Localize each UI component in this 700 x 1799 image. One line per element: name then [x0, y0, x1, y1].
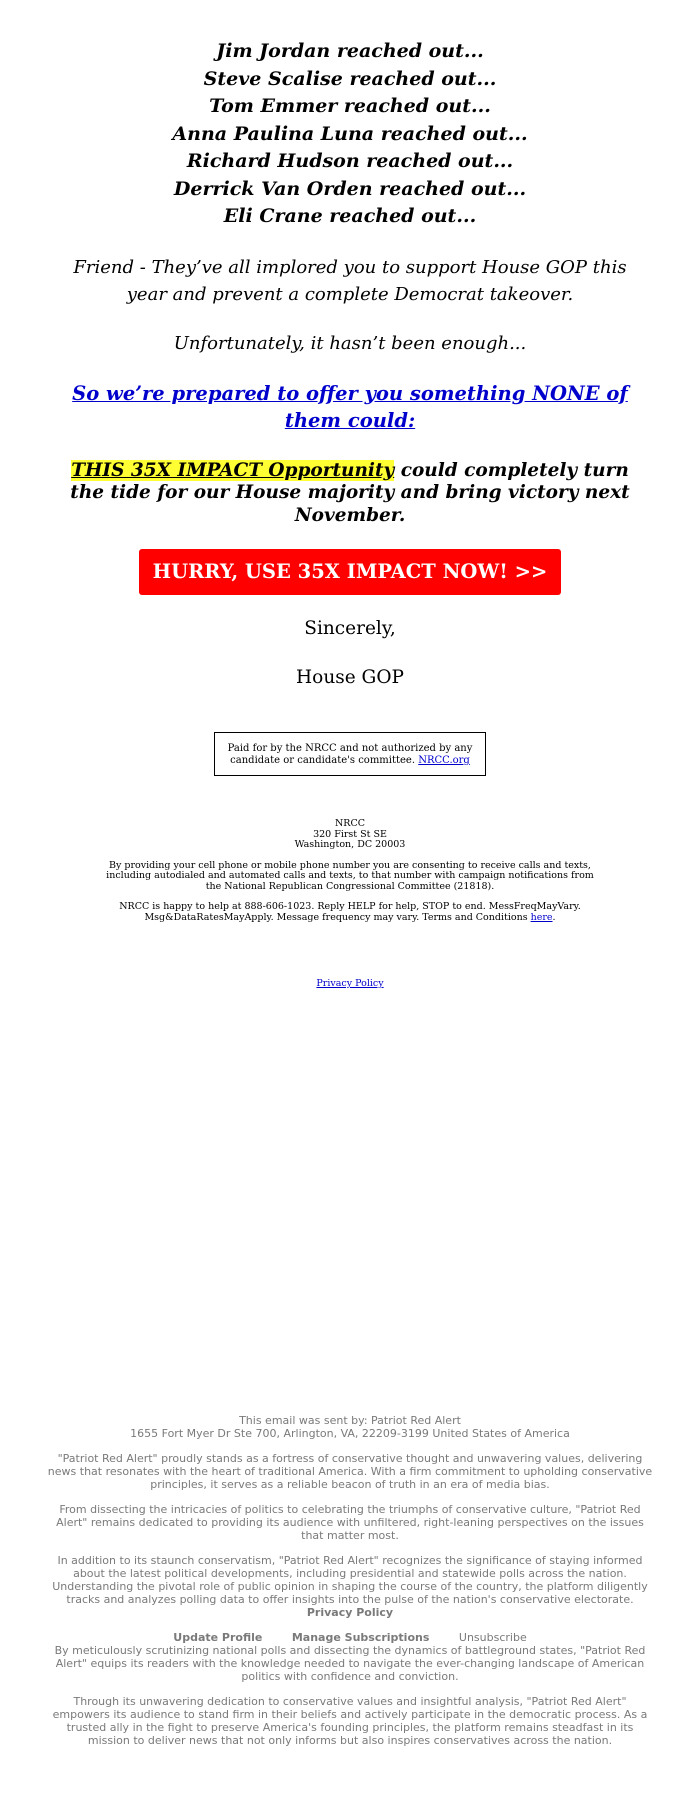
footer-links [45, 1631, 655, 1644]
reached-out-line: Steve Scalise reached out... [203, 67, 497, 90]
sender-address: 1655 Fort Myer Dr Ste 700, Arlington, VA, 22209-3199 United States of America [130, 1427, 570, 1440]
sent-by-text: This email was sent by: Patriot Red Alert [239, 1414, 461, 1427]
unsubscribe-link[interactable]: Unsubscribe [458, 1631, 527, 1644]
address-org: NRCC [334, 818, 365, 829]
offer-paragraph [70, 380, 630, 434]
cta-button[interactable]: HURRY, USE 35X IMPACT NOW! >> [139, 549, 561, 595]
impact-highlight-link[interactable]: THIS 35X IMPACT Opportunity [71, 459, 395, 481]
paid-for-box [214, 732, 486, 776]
privacy-policy-row [70, 978, 630, 989]
terms-link[interactable]: here [530, 911, 553, 923]
impact-paragraph [70, 460, 630, 528]
help-end: . [552, 911, 556, 923]
reached-out-line: Tom Emmer reached out... [209, 95, 491, 117]
reached-out-line: Anna Paulina Luna reached out... [172, 122, 528, 145]
privacy-policy-link[interactable]: Privacy Policy [316, 978, 384, 989]
email-footer [0, 1414, 700, 1747]
footer-paragraph: From dissecting the intricacies of politics to celebrating the triumphs of conservative culture, "Patriot Red Alert" remains dedicated to providing its audience with unfiltered, right-leaning perspectives on the issues that matter most. [56, 1503, 644, 1542]
footer-paragraph: Through its unwavering dedication to conservative values and insightful analysis, "Patriot Red Alert" empowers its audience to stand firm in their beliefs and actively participate in the democratic process. As a trusted ally in the fight to preserve America's founding principles, the platform remains steadfast in its mission to deliver news that not only informs but also inspires conservatives across the nation. [52, 1695, 648, 1747]
reached-out-line: Derrick Van Orden reached out... [173, 177, 527, 200]
email-body [70, 0, 630, 989]
mailing-address [70, 819, 630, 851]
reached-out-list [70, 0, 630, 231]
reached-out-line: Eli Crane reached out... [223, 205, 477, 227]
sms-consent-text: By providing your cell phone or mobile phone number you are consenting to receive calls and texts, including autodialed and automated calls and texts, to that number with campaign notifications from the National Republican Congressional Committee (21818). [106, 859, 594, 892]
unfortunately-paragraph: Unfortunately, it hasn’t been enough... [173, 332, 527, 354]
sms-help-text [110, 902, 590, 923]
manage-subscriptions-link[interactable]: Manage Subscriptions [291, 1631, 430, 1644]
footer-paragraph: By meticulously scrutinizing national polls and dissecting the dynamics of battleground states, "Patriot Red Alert" equips its readers with the knowledge needed to navigate the ever-changing landscape of American politics with confidence and conviction. [54, 1644, 646, 1683]
footer-privacy-policy-link[interactable]: Privacy Policy [306, 1606, 394, 1619]
sincerely-text: Sincerely, [304, 618, 396, 639]
update-profile-link[interactable]: Update Profile [173, 1631, 263, 1644]
offer-link[interactable]: So we’re prepared to offer you something NONE of them could: [72, 381, 628, 432]
reached-out-line: Richard Hudson reached out... [186, 150, 514, 172]
address-street: 320 First St SE [313, 828, 387, 840]
friend-paragraph: Friend - They’ve all implored you to support House GOP this year and prevent a complete Democrat takeover. [73, 256, 627, 305]
nrcc-link[interactable]: NRCC.org [418, 755, 470, 766]
footer-paragraph: In addition to its staunch conservatism, "Patriot Red Alert" recognizes the significance of staying informed about the latest political developments, including presidential and statewide polls across the nation. Understanding the pivotal role of public opinion in shaping the course of the country, the platform diligently tracks and analyzes polling data to offer insights into the pulse of the nation's conservative electorate. [52, 1554, 648, 1606]
help-text: NRCC is happy to help at 888-606-1023. Reply HELP for help, STOP to end. MessFreqMayVary. Msg&DataRatesMayApply. Message frequency may vary. Terms and Conditions [119, 901, 581, 923]
signature-text: House GOP [296, 667, 404, 688]
footer-paragraph: "Patriot Red Alert" proudly stands as a fortress of conservative thought and unwavering values, delivering news that resonates with the heart of traditional America. With a firm commitment to upholding conservative principles, it serves as a reliable beacon of truth in an era of media bias. [47, 1452, 653, 1491]
address-city: Washington, DC 20003 [294, 839, 406, 850]
reached-out-line: Jim Jordan reached out... [216, 40, 484, 62]
paid-for-text: Paid for by the NRCC and not authorized by any candidate or candidate's committee. [227, 743, 473, 766]
impact-rest-text: could completely turn the tide for our House majority and bring victory next November. [70, 459, 630, 526]
